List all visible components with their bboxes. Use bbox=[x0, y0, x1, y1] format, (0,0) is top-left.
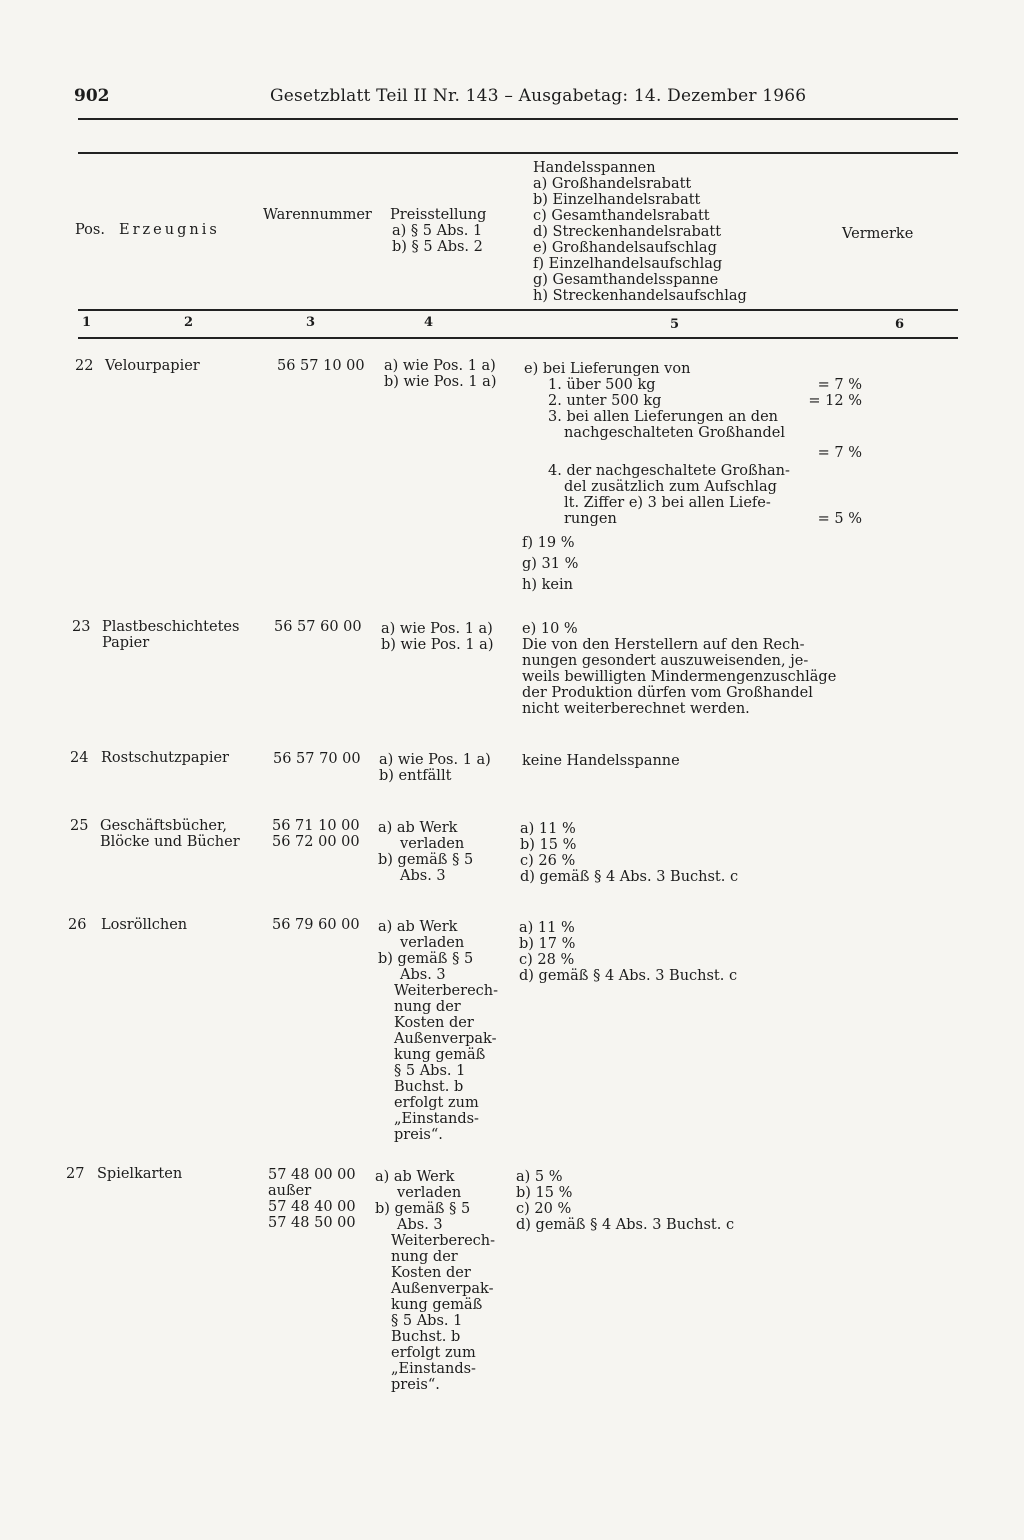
row-25-margins: a) 11 % b) 15 % c) 26 % d) gemäß § 4 Abs. 3 Buchst. c bbox=[520, 821, 739, 885]
header-item-number: Warennummer bbox=[263, 207, 372, 223]
header-rule bbox=[78, 118, 958, 120]
header-product: Erzeugnis bbox=[119, 222, 220, 238]
column-number-6: 6 bbox=[895, 317, 905, 332]
header-margins-b: b) Einzelhandelsrabatt bbox=[533, 192, 701, 208]
row-25-item-number: 56 71 10 00 56 72 00 00 bbox=[272, 818, 360, 850]
row-23-pricing: a) wie Pos. 1 a) b) wie Pos. 1 a) bbox=[381, 621, 494, 653]
header-margins-e: e) Großhandelsaufschlag bbox=[533, 240, 717, 256]
row-24-item-number: 56 57 70 00 bbox=[273, 751, 361, 767]
row-25-product: Geschäftsbücher, Blöcke und Bücher bbox=[100, 818, 240, 850]
header-margins-h: h) Streckenhandelsaufschlag bbox=[533, 288, 747, 304]
row-27-pos: 27 bbox=[66, 1166, 85, 1182]
running-header: Gesetzblatt Teil II Nr. 143 – Ausgabetag: 14. Dezember 1966 bbox=[270, 86, 807, 106]
row-26-pricing: a) ab Werk verladen b) gemäß § 5 Abs. 3 Weiterberech- nung der Kosten der Außenverpak- kung gemäß § 5 Abs. 1 Buchst. b erfolgt zum „Einstands- preis“. bbox=[378, 919, 499, 1143]
row-23-margins: e) 10 % Die von den Herstellern auf den Rech- nungen gesondert auszuweisenden, je- weils bewilligten Mindermengenzuschläge der Produktion dürfen vom Großhandel nicht weiterberechnet werden. bbox=[522, 621, 837, 717]
header-pricing-a: a) § 5 Abs. 1 bbox=[392, 223, 483, 239]
header-pricing bbox=[390, 207, 486, 255]
row-22-margins: e) bei Lieferungen von 1. über 500 kg = 7 % 2. unter 500 kg = 12 % 3. bei allen Lieferungen an den nachgeschalteten Großhandel = 7 % 4. der nachgeschaltete Großhan- del zusätzlich zum Aufschlag lt. Ziffer e) 3 bei allen Liefe- rungen = 5 % f) 19 % g) 31 % h) kein bbox=[522, 361, 862, 593]
table-top-rule bbox=[78, 152, 958, 154]
row-27-item-number: 57 48 00 00 außer 57 48 40 00 57 48 50 00 bbox=[268, 1167, 356, 1231]
header-margins-c: c) Gesamthandelsrabatt bbox=[533, 208, 710, 224]
row-22-pricing: a) wie Pos. 1 a) b) wie Pos. 1 a) bbox=[384, 358, 497, 390]
row-22-pos: 22 bbox=[75, 358, 94, 374]
column-number-5: 5 bbox=[670, 317, 680, 332]
row-27-product: Spielkarten bbox=[97, 1166, 183, 1182]
row-26-margins: a) 11 % b) 17 % c) 28 % d) gemäß § 4 Abs. 3 Buchst. c bbox=[519, 920, 738, 984]
column-number-4: 4 bbox=[424, 315, 434, 330]
row-26-item-number: 56 79 60 00 bbox=[272, 917, 360, 933]
column-number-3: 3 bbox=[306, 315, 316, 330]
row-26-product: Losröllchen bbox=[101, 917, 188, 933]
row-24-product: Rostschutzpapier bbox=[101, 750, 229, 766]
row-25-pricing: a) ab Werk verladen b) gemäß § 5 Abs. 3 bbox=[378, 820, 474, 884]
header-pricing-title: Preisstellung bbox=[390, 207, 487, 223]
row-27-pricing: a) ab Werk verladen b) gemäß § 5 Abs. 3 Weiterberech- nung der Kosten der Außenverpak- kung gemäß § 5 Abs. 1 Buchst. b erfolgt zum „Einstands- preis“. bbox=[375, 1169, 496, 1393]
row-22-item-number: 56 57 10 00 bbox=[277, 358, 365, 374]
row-24-pricing: a) wie Pos. 1 a) b) entfällt bbox=[379, 752, 491, 784]
row-26-pos: 26 bbox=[68, 917, 87, 933]
header-margins-g: g) Gesamthandelsspanne bbox=[533, 272, 719, 288]
row-23-product: Plastbeschichtetes Papier bbox=[102, 619, 240, 651]
row-24-pos: 24 bbox=[70, 750, 89, 766]
header-margins-f: f) Einzelhandelsaufschlag bbox=[533, 256, 723, 272]
header-margins-d: d) Streckenhandelsrabatt bbox=[533, 224, 722, 240]
page-number: 902 bbox=[74, 86, 110, 106]
header-margins bbox=[533, 160, 747, 304]
column-number-rule bbox=[78, 337, 958, 339]
header-pricing-b: b) § 5 Abs. 2 bbox=[392, 239, 483, 255]
header-bottom-rule bbox=[78, 309, 958, 311]
row-23-pos: 23 bbox=[72, 619, 91, 635]
row-22-product: Velourpapier bbox=[105, 358, 200, 374]
header-notes: Vermerke bbox=[842, 226, 914, 242]
header-pos: Pos. bbox=[75, 222, 105, 238]
header-margins-title: Handelsspannen bbox=[533, 160, 656, 176]
column-number-1: 1 bbox=[82, 315, 92, 330]
row-27-margins: a) 5 % b) 15 % c) 20 % d) gemäß § 4 Abs. 3 Buchst. c bbox=[516, 1169, 735, 1233]
header-margins-a: a) Großhandelsrabatt bbox=[533, 176, 692, 192]
column-number-2: 2 bbox=[184, 315, 194, 330]
row-23-item-number: 56 57 60 00 bbox=[274, 619, 362, 635]
row-25-pos: 25 bbox=[70, 818, 89, 834]
row-24-margins: keine Handelsspanne bbox=[522, 753, 680, 769]
row-22-margin-intro: e) bei Lieferungen von bbox=[524, 361, 691, 377]
